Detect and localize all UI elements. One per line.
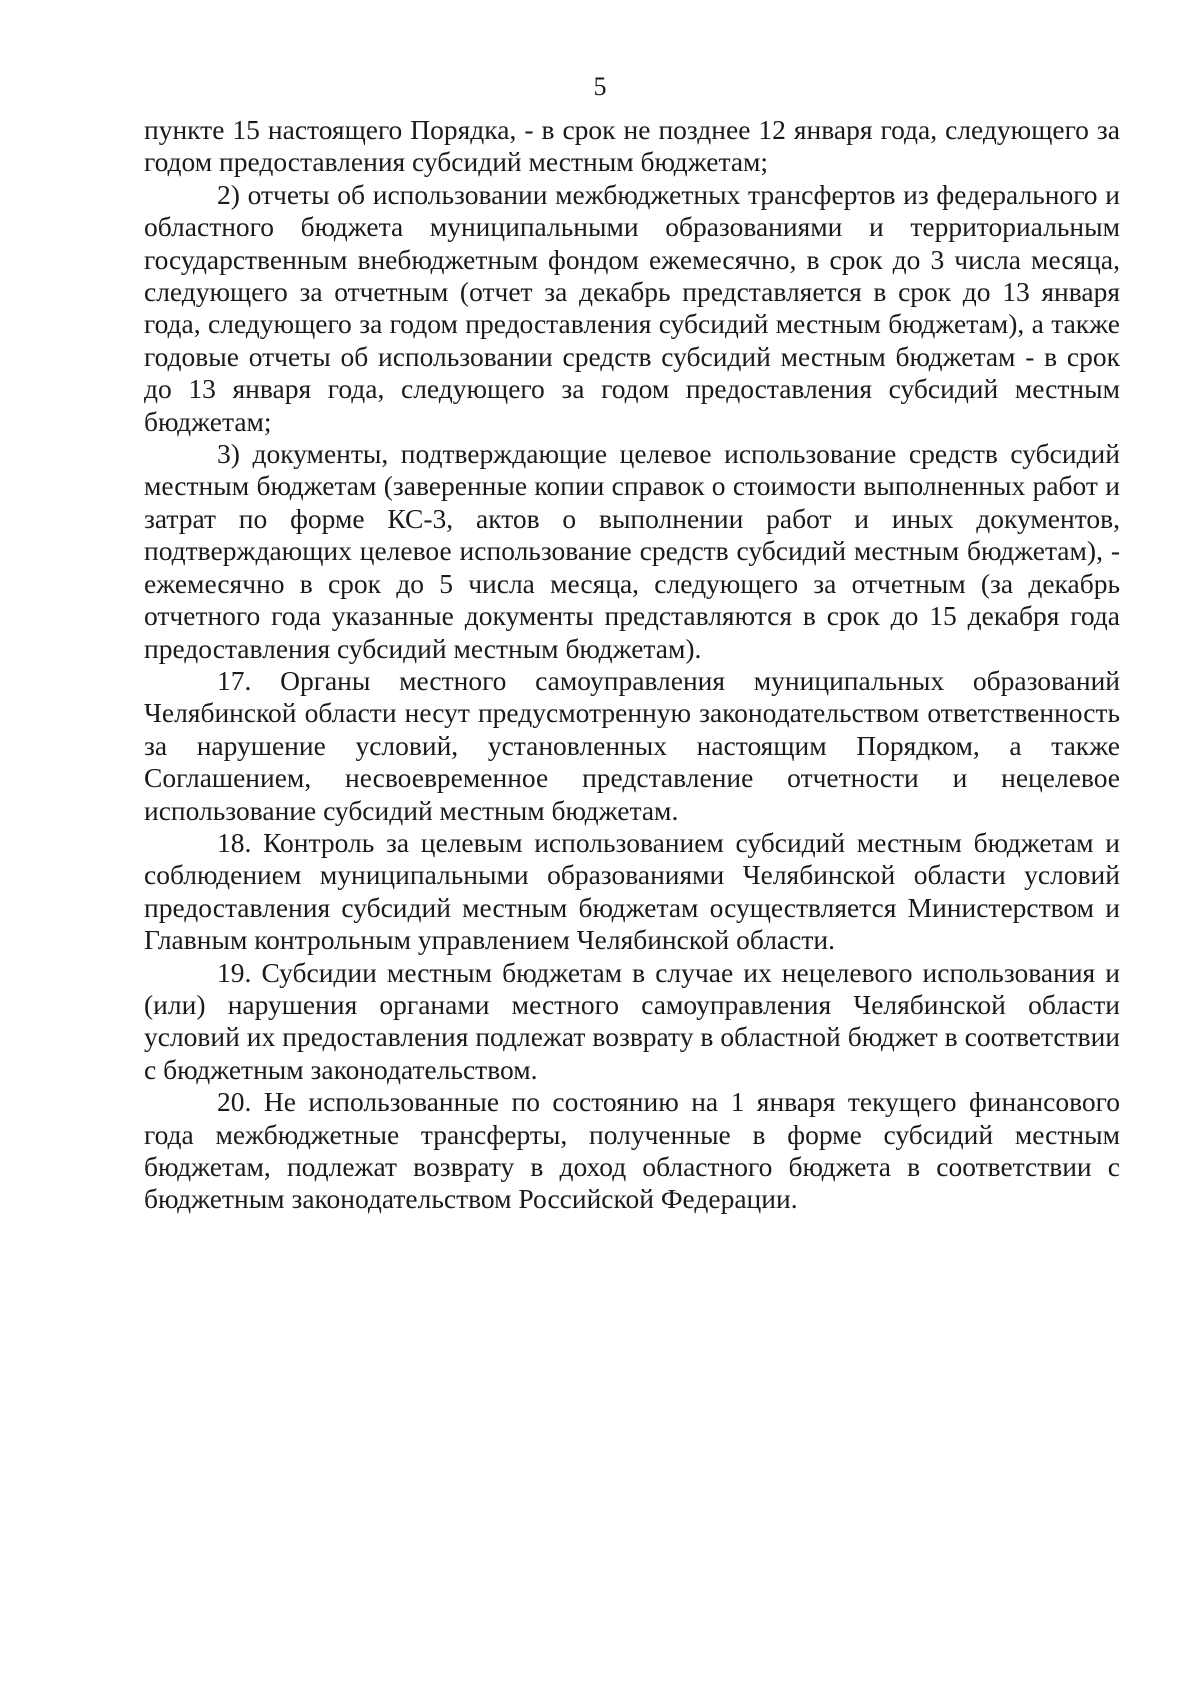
paragraph-continuation: пункте 15 настоящего Порядка, - в срок не позднее 12 января года, следующего за годом предоставления субсидий местным бюджетам; bbox=[144, 114, 1120, 178]
paragraph-clause-18: 18. Контроль за целевым использованием субсидий местным бюджетам и соблюдением муниципальными образованиями Челябинской области условий предоставления субсидий местным бюджетам осуществляется Министерством и Главным контрольным управлением Челябинской области. bbox=[144, 826, 1120, 956]
paragraph-clause-19: 19. Субсидии местным бюджетам в случае их нецелевого использования и (или) нарушения органами местного самоуправления Челябинской области условий их предоставления подлежат возврату в областной бюджет в соответствии с бюджетным законодательством. bbox=[144, 956, 1120, 1085]
page-number: 5 bbox=[593, 72, 607, 101]
paragraph-item-3: 3) документы, подтверждающие целевое использование средств субсидий местным бюджетам (заверенные копии справок о стоимости выполненных работ и затрат по форме КС-3, актов о выполнении работ и иных документов, подтверждающих целевое использование средств субсидий местным бюджетам), - ежемесячно в срок до 5 числа месяца, следующего за отчетным (за декабрь отчетного года указанные документы представляются в срок до 15 декабря года предоставления субсидий местным бюджетам). bbox=[144, 438, 1120, 664]
document-body bbox=[144, 114, 1120, 1216]
paragraph-item-2: 2) отчеты об использовании межбюджетных трансфертов из федерального и областного бюджета муниципальными образованиями и территориальным государственным внебюджетным фондом ежемесячно, в срок до 3 числа месяца, следующего за отчетным (отчет за декабрь представляется в срок до 13 января года, следующего за годом предоставления субсидий местным бюджетам), а также годовые отчеты об использовании средств субсидий местным бюджетам - в срок до 13 января года, следующего за годом предоставления субсидий местным бюджетам; bbox=[144, 178, 1120, 437]
paragraph-clause-17: 17. Органы местного самоуправления муниципальных образований Челябинской области несут предусмотренную законодательством ответственность за нарушение условий, установленных настоящим Порядком, а также Соглашением, несвоевременное представление отчетности и нецелевое использование субсидий местным бюджетам. bbox=[144, 664, 1120, 826]
paragraph-clause-20: 20. Не использованные по состоянию на 1 января текущего финансового года межбюджетные трансферты, полученные в форме субсидий местным бюджетам, подлежат возврату в доход областного бюджета в соответствии с бюджетным законодательством Российской Федерации. bbox=[144, 1086, 1120, 1215]
